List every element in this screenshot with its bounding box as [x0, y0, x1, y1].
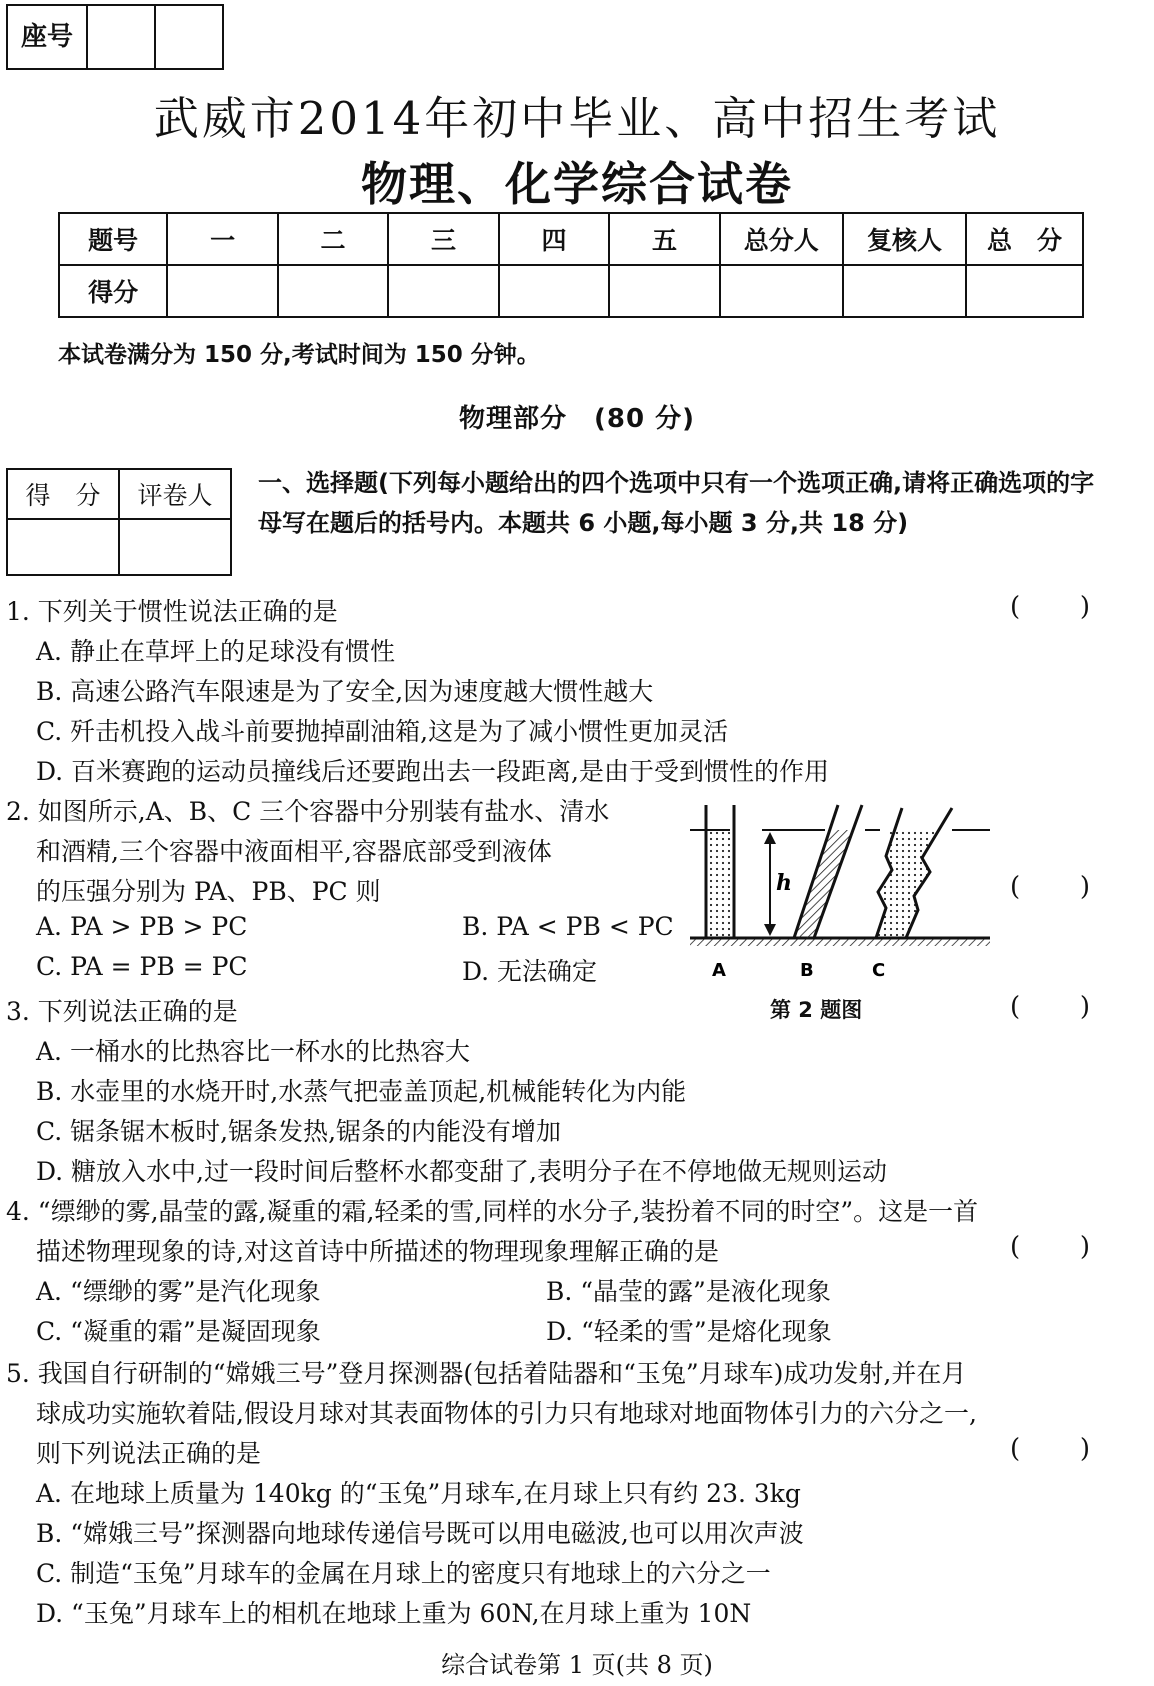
container-a [706, 805, 734, 938]
label-h: h [776, 870, 792, 896]
question-2-stem-line2: 和酒精,三个容器中液面相平,容器底部受到液体 [36, 837, 552, 866]
page-footer: 综合试卷第 1 页(共 8 页) [441, 1651, 713, 1679]
question-2-option-c: C. PA = PB = PC [36, 952, 248, 981]
exam-title: 武威市2014年初中毕业、高中招生考试 [153, 92, 1001, 145]
answer-blank-q2[interactable] [1010, 872, 1090, 902]
answer-blank-q3[interactable] [1010, 992, 1090, 1022]
score-entry-cell[interactable] [278, 265, 388, 317]
question-5-stem-line3: 则下列说法正确的是 [36, 1439, 262, 1468]
score-table-cell: 题号 [59, 213, 167, 265]
seat-number-label: 座号 [8, 6, 88, 68]
score-table-cell: 总分人 [720, 213, 843, 265]
container-c [876, 808, 952, 938]
question-1-option-d: D. 百米赛跑的运动员撞线后还要跑出去一段距离,是由于受到惯性的作用 [36, 757, 829, 786]
grader-name-cell[interactable] [119, 519, 231, 575]
grader-table [6, 468, 232, 576]
question-3-option-b: B. 水壶里的水烧开时,水蒸气把壶盖顶起,机械能转化为内能 [36, 1077, 687, 1106]
label-c: C [872, 960, 886, 981]
question-5-option-b: B. “嫦娥三号”探测器向地球传递信号既可以用电磁波,也可以用次声波 [36, 1519, 804, 1548]
score-entry-cell[interactable] [388, 265, 498, 317]
question-4-option-a: A. “缥缈的雾”是汽化现象 [36, 1277, 321, 1306]
paren-close: ) [1079, 872, 1090, 902]
question-4-option-c: C. “凝重的霜”是凝固现象 [36, 1317, 321, 1346]
question-3-option-a: A. 一桶水的比热容比一杯水的比热容大 [36, 1037, 470, 1066]
paren-open: ( [1010, 872, 1021, 902]
question-3-stem: 3. 下列说法正确的是 [6, 997, 238, 1026]
score-entry-cell[interactable] [499, 265, 609, 317]
question-3-option-c: C. 锯条锯木板时,锯条发热,锯条的内能没有增加 [36, 1117, 562, 1146]
label-a: A [712, 960, 726, 981]
exam-subtitle: 物理、化学综合试卷 [361, 157, 793, 211]
question-1-stem: 1. 下列关于惯性说法正确的是 [6, 597, 338, 626]
full-marks-note: 本试卷满分为 150 分,考试时间为 150 分钟。 [58, 342, 540, 368]
paren-open: ( [1010, 1434, 1021, 1464]
question-3-option-d: D. 糖放入水中,过一段时间后整杯水都变甜了,表明分子在不停地做无规则运动 [36, 1157, 887, 1186]
question-1-option-c: C. 歼击机投入战斗前要抛掉副油箱,这是为了减小惯性更加灵活 [36, 717, 729, 746]
question-5-option-c: C. 制造“玉兔”月球车的金属在月球上的密度只有地球上的六分之一 [36, 1559, 771, 1588]
score-table-cell: 一 [167, 213, 277, 265]
paren-open: ( [1010, 992, 1021, 1022]
grader-score-label: 得 分 [7, 469, 119, 519]
seat-number-cell[interactable] [156, 6, 222, 68]
section-title: 物理部分 (80 分) [459, 404, 695, 434]
question-4-stem-line1: 4. “缥缈的雾,晶莹的露,凝重的霜,轻柔的雪,同样的水分子,装扮着不同的时空”。这是一首 [6, 1197, 979, 1226]
figure-caption: 第 2 题图 [770, 998, 863, 1022]
question-2-option-a: A. PA > PB > PC [36, 912, 248, 941]
score-table-cell: 五 [609, 213, 719, 265]
question-5-option-a: A. 在地球上质量为 140kg 的“玉兔”月球车,在月球上只有约 23. 3kg [36, 1479, 801, 1508]
question-4-stem-line2: 描述物理现象的诗,对这首诗中所描述的物理现象理解正确的是 [36, 1237, 719, 1266]
question-5-stem-line2: 球成功实施软着陆,假设月球对其表面物体的引力只有地球对地面物体引力的六分之一, [36, 1399, 977, 1428]
paren-close: ) [1079, 1434, 1090, 1464]
score-table-cell: 复核人 [843, 213, 966, 265]
answer-blank-q4[interactable] [1010, 1232, 1090, 1262]
question-1-option-a: A. 静止在草坪上的足球没有惯性 [36, 637, 395, 666]
ground-hatch [690, 939, 990, 946]
score-table-score-row [59, 265, 1083, 317]
question-2-option-b: B. PA < PB < PC [462, 912, 674, 941]
label-b: B [800, 960, 814, 981]
score-table-cell: 总 分 [966, 213, 1083, 265]
grader-name-label: 评卷人 [119, 469, 231, 519]
seat-number-cell[interactable] [88, 6, 156, 68]
container-b [794, 805, 862, 938]
score-table-header-row [59, 213, 1083, 265]
score-entry-cell[interactable] [167, 265, 277, 317]
score-row-label: 得分 [59, 265, 167, 317]
answer-blank-q1[interactable] [1010, 592, 1090, 622]
paren-close: ) [1079, 592, 1090, 622]
score-entry-cell[interactable] [966, 265, 1083, 317]
grader-score-cell[interactable] [7, 519, 119, 575]
score-table-cell: 二 [278, 213, 388, 265]
question-4-option-b: B. “晶莹的露”是液化现象 [546, 1277, 831, 1306]
question-5-option-d: D. “玉兔”月球车上的相机在地球上重为 60N,在月球上重为 10N [36, 1599, 752, 1628]
score-table-cell: 四 [499, 213, 609, 265]
score-table [58, 212, 1084, 318]
question-2-stem-line3: 的压强分别为 PA、PB、PC 则 [36, 877, 381, 906]
section-instructions: 一、选择题(下列每小题给出的四个选项中只有一个选项正确,请将正确选项的字母写在题后的括号内。本题共 6 小题,每小题 3 分,共 18 分) [258, 469, 1095, 537]
score-entry-cell[interactable] [609, 265, 719, 317]
paren-open: ( [1010, 1232, 1021, 1262]
question-5-stem-line1: 5. 我国自行研制的“嫦娥三号”登月探测器(包括着陆器和“玉兔”月球车)成功发射,并在月 [6, 1359, 967, 1388]
answer-blank-q5[interactable] [1010, 1434, 1090, 1464]
paren-close: ) [1079, 1232, 1090, 1262]
score-entry-cell[interactable] [843, 265, 966, 317]
paren-close: ) [1079, 992, 1090, 1022]
question-2-stem-line1: 2. 如图所示,A、B、C 三个容器中分别装有盐水、清水 [6, 797, 610, 826]
question-1-option-b: B. 高速公路汽车限速是为了安全,因为速度越大惯性越大 [36, 677, 654, 706]
containers-figure [690, 800, 1020, 990]
paren-open: ( [1010, 592, 1021, 622]
score-entry-cell[interactable] [720, 265, 843, 317]
height-arrow [764, 832, 776, 936]
score-table-cell: 三 [388, 213, 498, 265]
question-4-option-d: D. “轻柔的雪”是熔化现象 [546, 1317, 832, 1346]
seat-number-box [6, 4, 224, 70]
question-2-option-d: D. 无法确定 [462, 957, 598, 986]
